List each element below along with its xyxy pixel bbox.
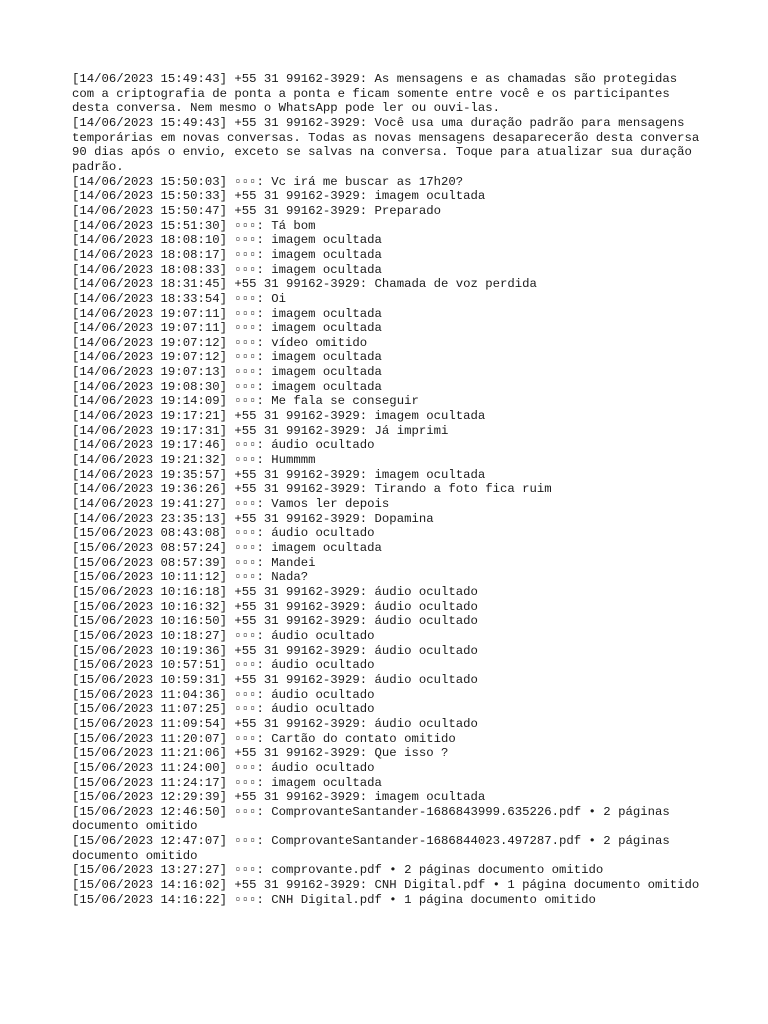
chat-message-line: [14/06/2023 15:50:03] ▫▫▫: Vc irá me buscar as 17h20? <box>72 174 464 189</box>
chat-message-line: [14/06/2023 18:08:33] ▫▫▫: imagem ocultada <box>72 262 382 277</box>
chat-message-line: [14/06/2023 19:07:12] ▫▫▫: vídeo omitido <box>72 335 368 350</box>
chat-message-line: [15/06/2023 13:27:27] ▫▫▫: comprovante.pdf • 2 páginas documento omitido <box>72 863 604 878</box>
chat-message-line: [15/06/2023 08:43:08] ▫▫▫: áudio ocultado <box>72 526 375 541</box>
chat-log-document <box>72 72 707 907</box>
chat-message-line: [15/06/2023 12:47:07] ▫▫▫: ComprovanteSantander-1686844023.497287.pdf • 2 páginas documento omitido <box>72 834 678 863</box>
chat-message-line: [15/06/2023 11:24:00] ▫▫▫: áudio ocultado <box>72 760 375 775</box>
chat-message-line: [14/06/2023 18:08:17] ▫▫▫: imagem ocultada <box>72 247 382 262</box>
chat-message-line: [14/06/2023 23:35:13] +55 31 99162-3929: Dopamina <box>72 511 434 526</box>
chat-message-line: [14/06/2023 19:35:57] +55 31 99162-3929: imagem ocultada <box>72 467 486 482</box>
chat-message-line: [14/06/2023 19:21:32] ▫▫▫: Hummmm <box>72 453 316 468</box>
chat-message-line: [14/06/2023 18:08:10] ▫▫▫: imagem ocultada <box>72 233 382 248</box>
chat-message-line: [15/06/2023 10:19:36] +55 31 99162-3929: áudio ocultado <box>72 643 478 658</box>
chat-message-line: [15/06/2023 12:29:39] +55 31 99162-3929: imagem ocultada <box>72 790 486 805</box>
chat-message-line: [14/06/2023 19:14:09] ▫▫▫: Me fala se conseguir <box>72 394 419 409</box>
chat-message-line: [15/06/2023 08:57:39] ▫▫▫: Mandei <box>72 555 316 570</box>
chat-message-line: [14/06/2023 18:33:54] ▫▫▫: Oi <box>72 291 287 306</box>
chat-message-line: [15/06/2023 11:20:07] ▫▫▫: Cartão do contato omitido <box>72 731 456 746</box>
chat-message-line: [15/06/2023 10:18:27] ▫▫▫: áudio ocultado <box>72 628 375 643</box>
chat-message-line: [14/06/2023 19:07:13] ▫▫▫: imagem ocultada <box>72 365 382 380</box>
chat-message-line: [15/06/2023 10:16:32] +55 31 99162-3929: áudio ocultado <box>72 599 478 614</box>
chat-message-line: [14/06/2023 15:49:43] +55 31 99162-3929: As mensagens e as chamadas são protegidas com a criptografia de ponta a ponta e ficam somente entre você e os participantes desta conversa. Nem mesmo o WhatsApp pode ler ou ouvi-las. <box>72 72 685 116</box>
chat-message-line: [14/06/2023 19:08:30] ▫▫▫: imagem ocultada <box>72 379 382 394</box>
chat-message-line: [15/06/2023 14:16:02] +55 31 99162-3929: CNH Digital.pdf • 1 página documento omitido <box>72 878 700 893</box>
chat-message-line: [15/06/2023 14:16:22] ▫▫▫: CNH Digital.pdf • 1 página documento omitido <box>72 892 596 907</box>
chat-message-line: [15/06/2023 10:11:12] ▫▫▫: Nada? <box>72 570 309 585</box>
chat-message-line: [15/06/2023 12:46:50] ▫▫▫: ComprovanteSantander-1686843999.635226.pdf • 2 páginas documento omitido <box>72 804 678 834</box>
chat-message-line: [14/06/2023 15:49:43] +55 31 99162-3929: Você usa uma duração padrão para mensagens temporárias em novas conversas. Todas as novas mensagens desaparecerão desta conversa 90 dias após o envio, exceto se salvas na conversa. Toque para atualizar sua duração padrão. <box>72 115 707 174</box>
chat-message-line: [14/06/2023 19:07:11] ▫▫▫: imagem ocultada <box>72 306 382 321</box>
chat-message-line: [14/06/2023 15:50:47] +55 31 99162-3929: Preparado <box>72 203 441 218</box>
chat-message-line: [14/06/2023 19:36:26] +55 31 99162-3929: Tirando a foto fica ruim <box>72 482 552 497</box>
chat-message-line: [15/06/2023 10:57:51] ▫▫▫: áudio ocultado <box>72 658 375 673</box>
chat-message-line: [14/06/2023 19:07:11] ▫▫▫: imagem ocultada <box>72 321 382 336</box>
chat-message-line: [14/06/2023 19:17:31] +55 31 99162-3929: Já imprimi <box>72 423 449 438</box>
chat-message-line: [15/06/2023 11:07:25] ▫▫▫: áudio ocultado <box>72 702 375 717</box>
chat-message-line: [14/06/2023 19:41:27] ▫▫▫: Vamos ler depois <box>72 497 390 512</box>
chat-message-line: [15/06/2023 10:16:50] +55 31 99162-3929: áudio ocultado <box>72 614 478 629</box>
chat-message-line: [15/06/2023 11:21:06] +55 31 99162-3929: Que isso ? <box>72 746 449 761</box>
chat-message-line: [14/06/2023 15:51:30] ▫▫▫: Tá bom <box>72 218 316 233</box>
chat-message-line: [15/06/2023 08:57:24] ▫▫▫: imagem ocultada <box>72 541 382 555</box>
chat-message-line: [14/06/2023 18:31:45] +55 31 99162-3929: Chamada de voz perdida <box>72 277 537 292</box>
chat-message-line: [14/06/2023 19:07:12] ▫▫▫: imagem ocultada <box>72 350 382 365</box>
chat-message-line: [14/06/2023 19:17:46] ▫▫▫: áudio ocultado <box>72 438 375 453</box>
chat-message-line: [15/06/2023 10:16:18] +55 31 99162-3929: áudio ocultado <box>72 584 478 599</box>
chat-message-line: [15/06/2023 10:59:31] +55 31 99162-3929: áudio ocultado <box>72 672 478 687</box>
chat-message-line: [14/06/2023 15:50:33] +55 31 99162-3929: imagem ocultada <box>72 189 486 204</box>
chat-message-line: [15/06/2023 11:24:17] ▫▫▫: imagem ocultada <box>72 775 382 790</box>
chat-message-line: [15/06/2023 11:04:36] ▫▫▫: áudio ocultado <box>72 687 375 702</box>
chat-message-line: [15/06/2023 11:09:54] +55 31 99162-3929: áudio ocultado <box>72 716 478 731</box>
chat-message-line: [14/06/2023 19:17:21] +55 31 99162-3929: imagem ocultada <box>72 409 486 424</box>
